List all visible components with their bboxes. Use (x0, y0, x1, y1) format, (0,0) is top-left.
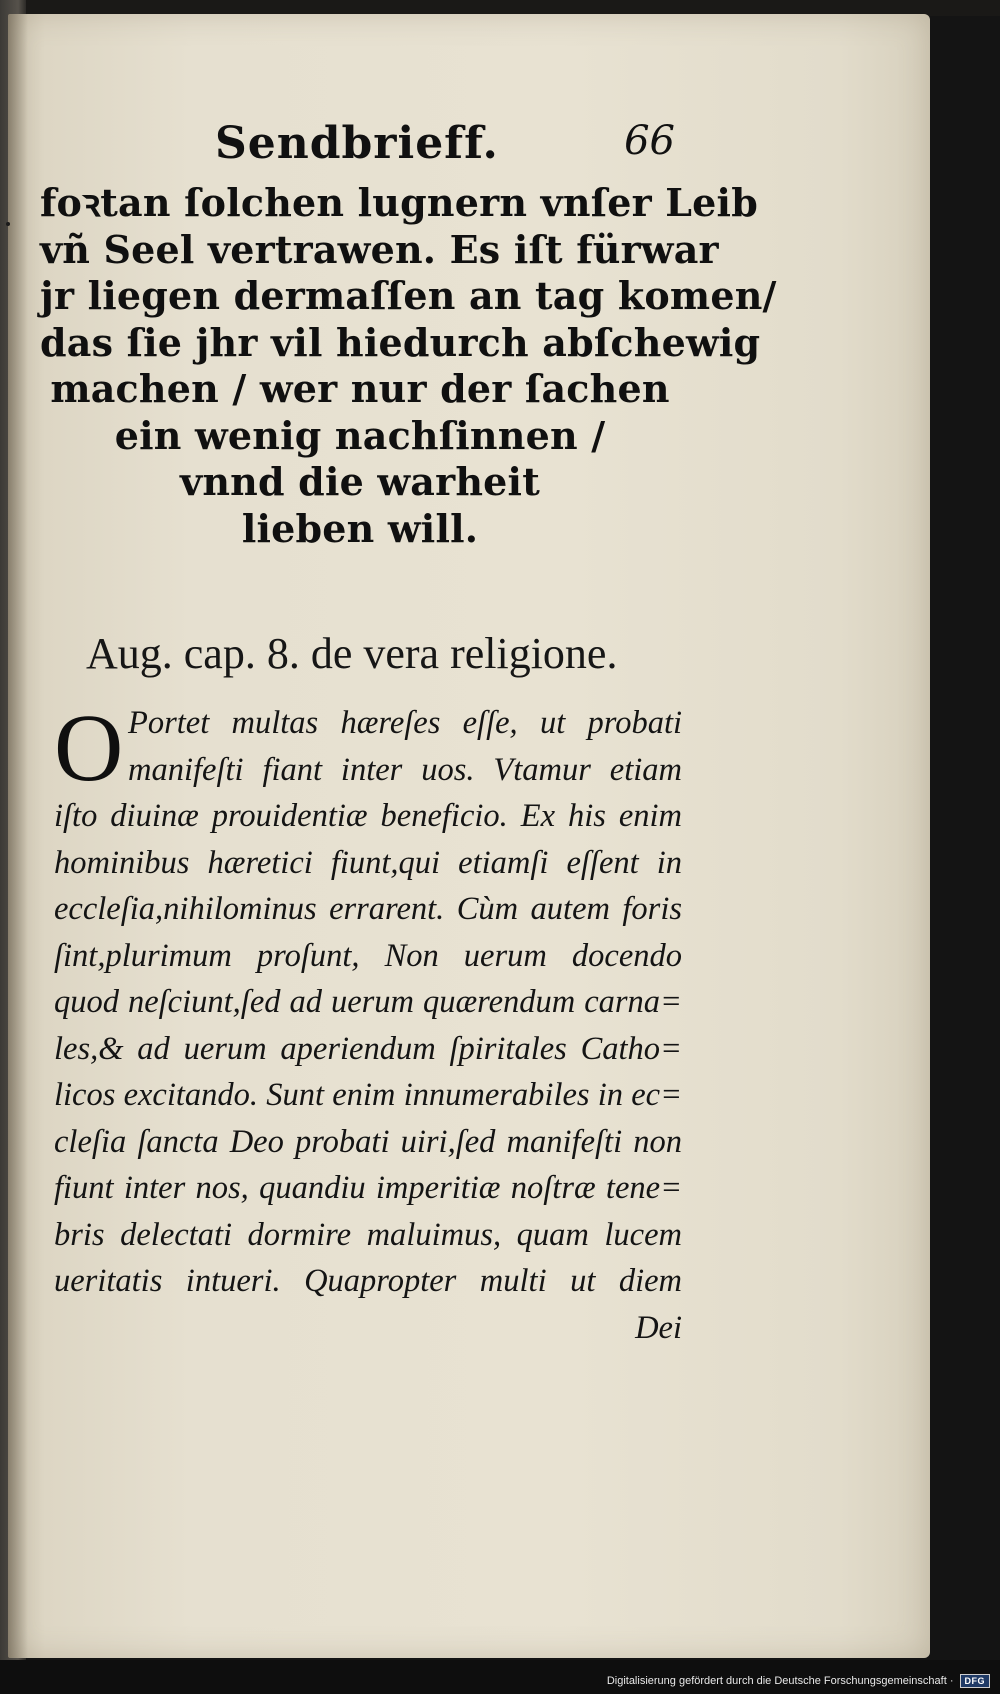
latin-line: Portet multas hæreſes eſſe, ut probati (128, 705, 682, 741)
running-head: Sendbrieff. (215, 118, 499, 169)
credit-text: Digitalisierung gefördert durch die Deutsche Forschungsgemeinschaft · (606, 1675, 954, 1687)
latin-paragraph (54, 694, 682, 1351)
drop-capital: O (54, 694, 124, 801)
latin-heading: Aug. cap. 8. de vera religione. (86, 629, 618, 678)
german-line: ein wenig nachſinnen / (114, 412, 606, 458)
latin-line: eccleſia,nihilominus errarent. Cùm autem foris (54, 891, 682, 927)
latin-line: ſint,plurimum proſunt, Non uerum docendo (54, 937, 682, 974)
page-fold-shadow (8, 14, 28, 1658)
german-line: das ſie jhr vil hiedurch abſchewig (40, 319, 761, 365)
latin-line: quod neſciunt,ſed ad uerum quærendum carna= (54, 984, 682, 1020)
latin-line: fiunt inter nos, quandiu imperitiæ noſtræ tene= (54, 1170, 682, 1206)
latin-line: manifeſti fiant inter uos. Vtamur etiam (128, 751, 682, 788)
german-line: foꝛtan ſolchen lugnern vnſer Leib (40, 180, 758, 225)
edge-mark (6, 222, 10, 226)
latin-line: licos excitando. Sunt enim innumerabiles in ec= (54, 1077, 682, 1113)
dfg-logo: DFG (960, 1674, 991, 1688)
latin-line: bris delectati dormire maluimus, quam lucem (54, 1216, 682, 1253)
german-line: vnnd die warheit (180, 459, 540, 504)
latin-line: cleſia ſancta Deo probati uiri,ſed manifeſti non (54, 1123, 682, 1160)
german-line: lieben will. (241, 505, 479, 551)
catchword: Dei (635, 1309, 682, 1346)
german-paragraph (40, 180, 777, 552)
latin-line: ueritatis intueri. Quapropter multi ut diem (54, 1263, 682, 1299)
german-line: jr liegen dermaſſen an tag komen/ (40, 273, 777, 318)
latin-line: iſto diuinæ prouidentiæ beneficio. Ex his enim (54, 798, 682, 834)
latin-line: hominibus hæretici fiunt,qui etiamſi eſſent in (54, 844, 682, 881)
page-header (215, 118, 675, 178)
german-line: machen / wer nur der ſachen (50, 366, 670, 411)
digitization-credit (607, 1674, 990, 1688)
page-number: 66 (624, 118, 675, 164)
german-line: vñ Seel vertrawen. Es iſt fürwar (40, 226, 719, 272)
latin-line: les,& ad uerum aperiendum ſpiritales Catho= (54, 1030, 682, 1067)
